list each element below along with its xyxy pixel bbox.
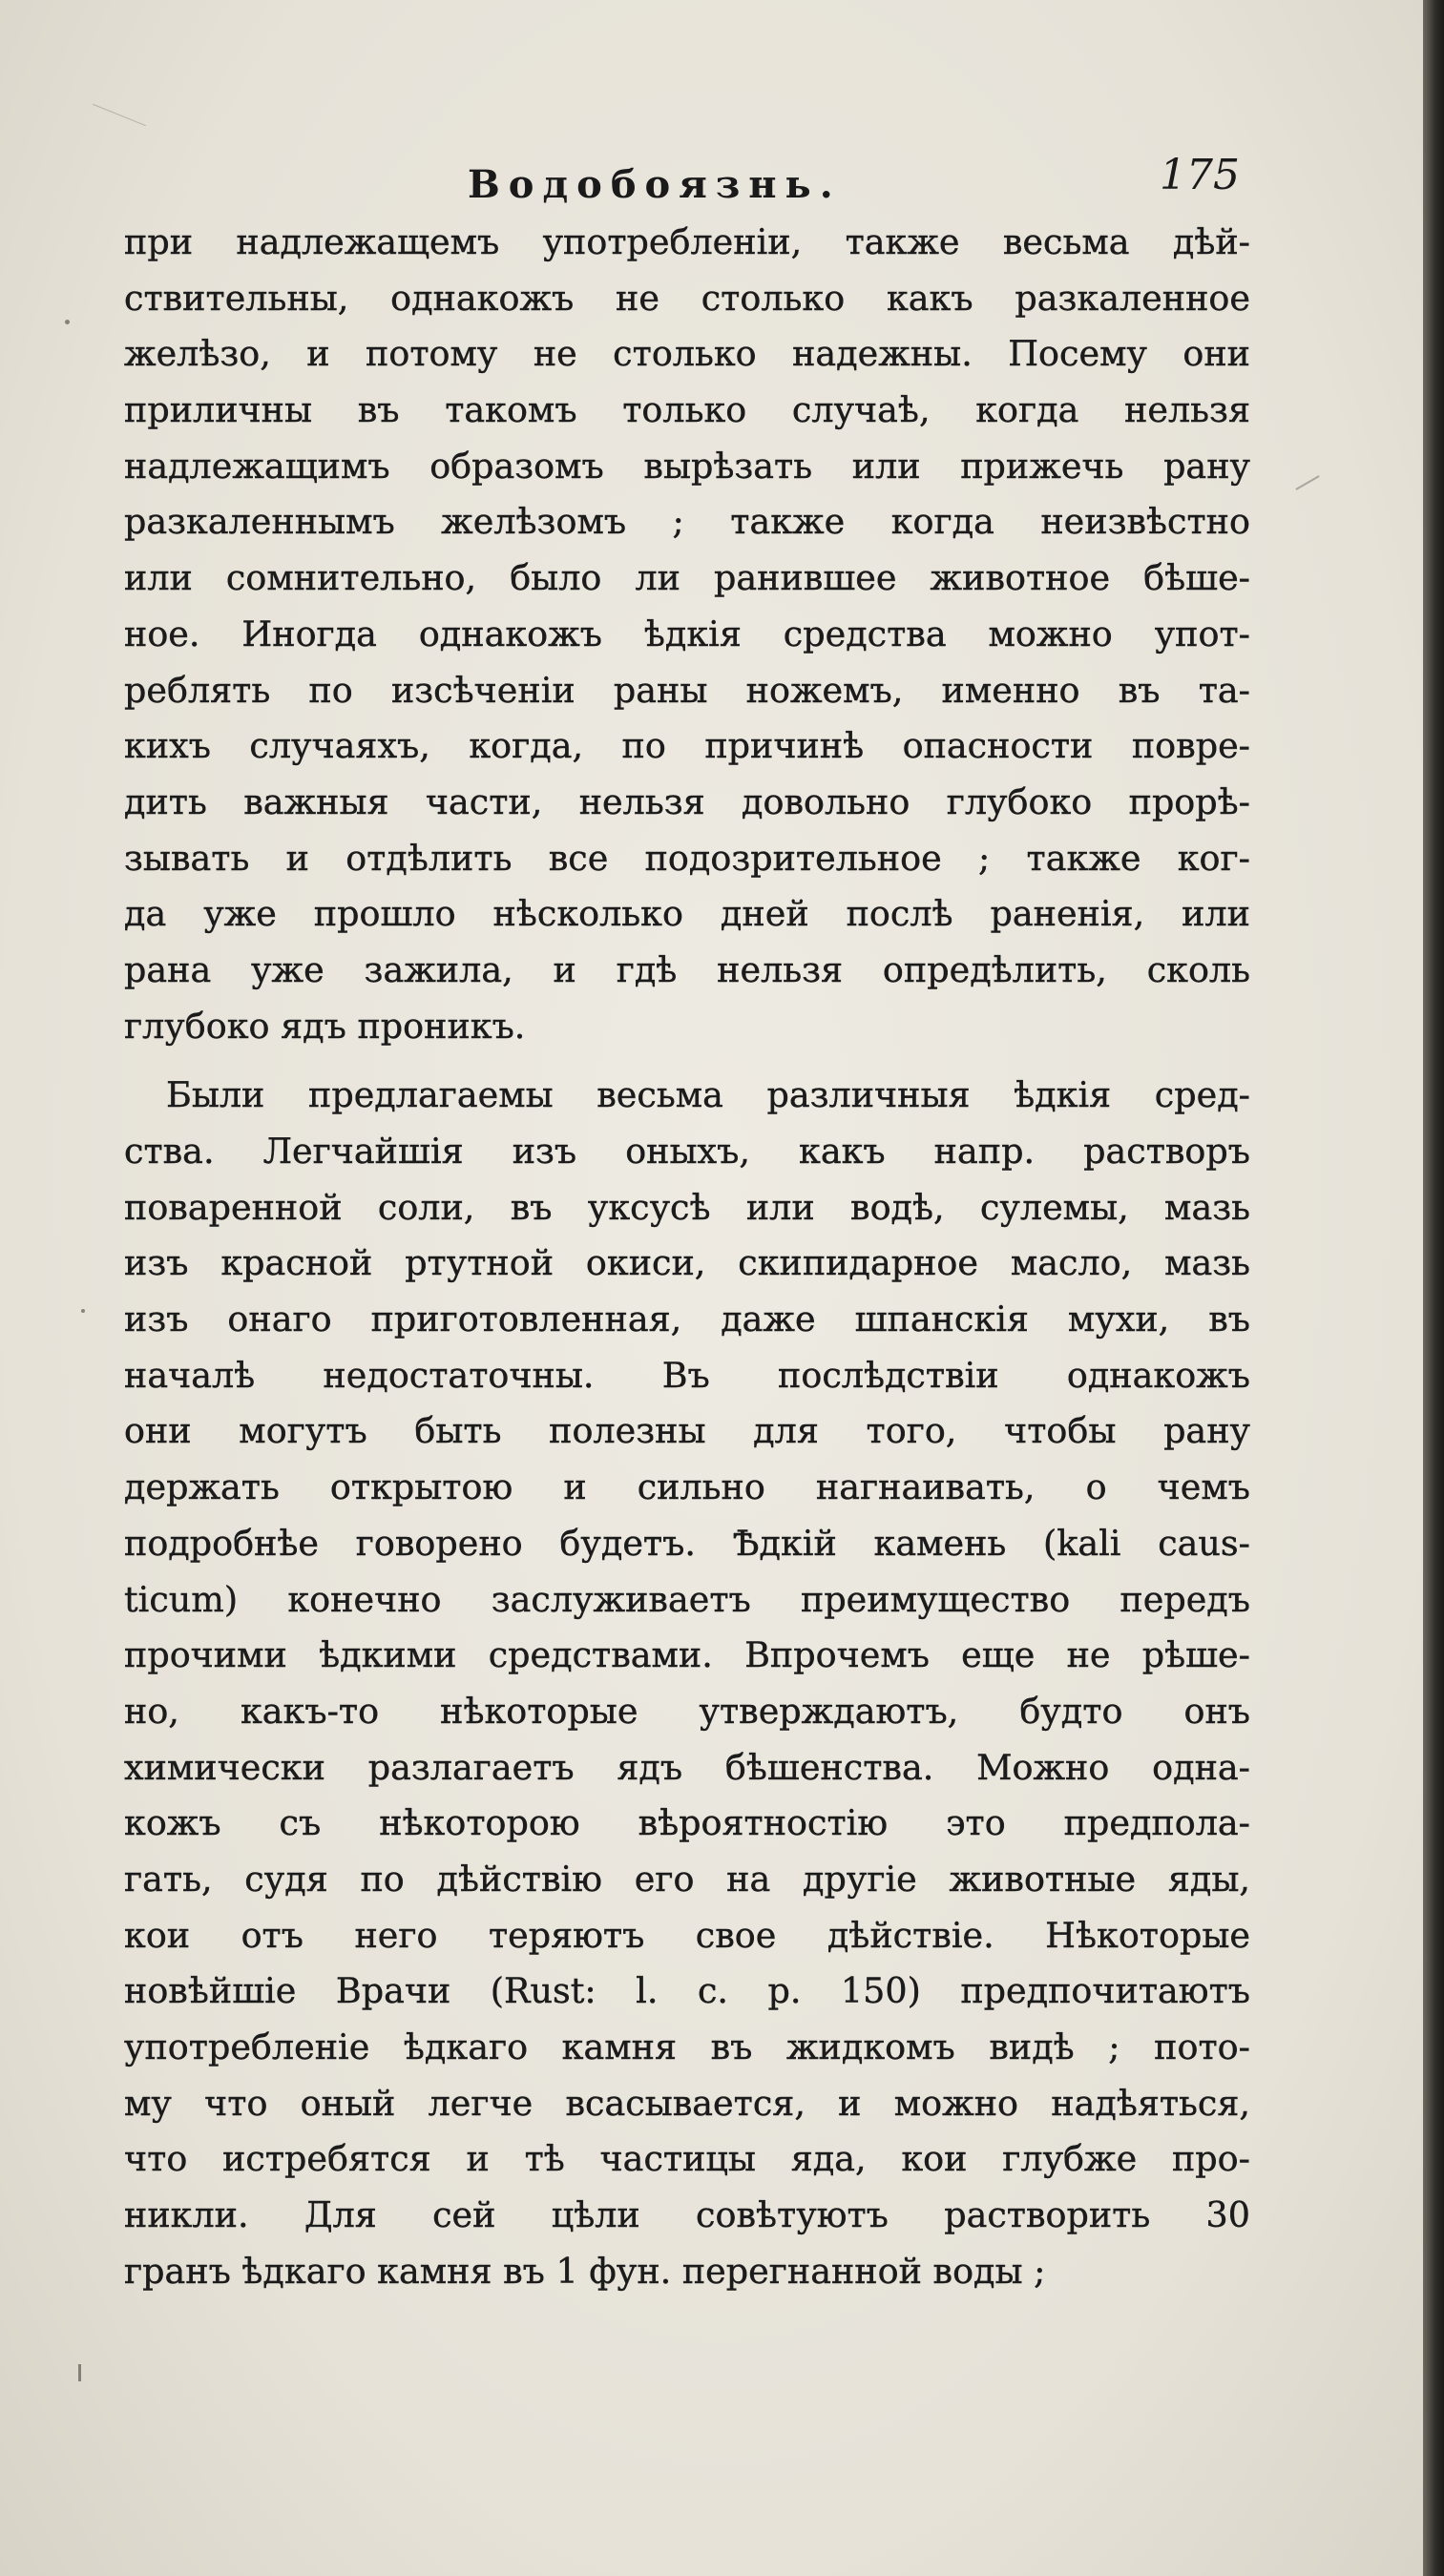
running-head-title: Водобоязнь. — [468, 162, 842, 207]
text-line: дить важныя части, нельзя довольно глубоко прорѣ- — [124, 780, 1250, 822]
text-line: гать, судя по дѣйствію его на другіе животные яды, — [124, 1858, 1250, 1900]
text-line: разкаленнымъ желѣзомъ ; также когда неизвѣстно — [124, 501, 1250, 543]
text-line: они могутъ быть полезны для того, чтобы рану — [124, 1410, 1250, 1452]
text-line: поваренной соли, въ уксусѣ или водѣ, сулемы, мазь — [124, 1186, 1250, 1228]
text-line: новѣйшіе Врачи (Rust: l. c. p. 150) предпочитаютъ — [124, 1970, 1250, 2012]
text-line: ства. Легчайшія изъ оныхъ, какъ напр. растворъ — [124, 1131, 1250, 1172]
text-line: приличны въ такомъ только случаѣ, когда нельзя — [124, 389, 1250, 431]
text-line: изъ красной ртутной окиси, скипидарное масло, мазь — [124, 1242, 1250, 1284]
text-line: кои отъ него теряютъ свое дѣйствіе. Нѣкоторые — [124, 1914, 1250, 1956]
text-line: при надлежащемъ употребленіи, также весьма дѣй- — [124, 221, 1250, 262]
ink-speck — [65, 320, 70, 324]
pencil-mark — [93, 104, 146, 126]
text-line: желѣзо, и потому не столько надежны. Посему они — [124, 333, 1250, 375]
text-line: да уже прошло нѣсколько дней послѣ раненія, или — [124, 893, 1250, 935]
body-text — [124, 215, 1250, 2299]
text-line: зывать и отдѣлить все подозрительное ; также ког- — [124, 837, 1250, 879]
ink-speck — [81, 1309, 85, 1313]
text-line: му что оный легче всасывается, и можно надѣяться, — [124, 2082, 1250, 2124]
pencil-mark — [1295, 475, 1319, 490]
text-line: глубоко ядъ проникъ. — [124, 1005, 526, 1047]
book-gutter-edge — [1423, 0, 1444, 2576]
text-line: химически разлагаетъ ядъ бѣшенства. Можно одна- — [124, 1746, 1250, 1788]
text-line: гранъ ѣдкаго камня въ 1 фун. перегнанной воды ; — [124, 2250, 1046, 2292]
text-line: кихъ случаяхъ, когда, по причинѣ опасности повре- — [124, 725, 1250, 767]
text-line: употребленіе ѣдкаго камня въ жидкомъ видѣ ; пото- — [124, 2026, 1250, 2067]
text-line: кожъ съ нѣкоторою вѣроятностію это предпола- — [124, 1802, 1250, 1844]
text-line: что истребятся и тѣ частицы яда, кои глубже про- — [124, 2138, 1250, 2180]
text-line: никли. Для сей цѣли совѣтуютъ растворить 30 — [124, 2194, 1250, 2236]
text-line: или сомнительно, было ли ранившее животное бѣше- — [124, 557, 1250, 599]
text-line: Были предлагаемы весьма различныя ѣдкія сред- — [166, 1074, 1250, 1116]
page-number: 175 — [1160, 151, 1240, 199]
text-line: реблять по изсѣченіи раны ножемъ, именно въ та- — [124, 669, 1250, 711]
text-line: но, какъ-то нѣкоторые утверждаютъ, будто онъ — [124, 1690, 1250, 1732]
text-line: надлежащимъ образомъ вырѣзать или прижечь рану — [124, 445, 1250, 487]
text-line: рана уже зажила, и гдѣ нельзя опредѣлить, сколь — [124, 948, 1250, 990]
ink-speck — [78, 2364, 81, 2381]
text-line: ствительны, однакожъ не столько какъ разкаленное — [124, 277, 1250, 319]
text-line: держать открытою и сильно нагнаивать, о чемъ — [124, 1466, 1250, 1508]
text-line: началѣ недостаточны. Въ послѣдствіи однакожъ — [124, 1354, 1250, 1396]
text-line: подробнѣе говорено будетъ. Ѣдкій камень (kali caus- — [124, 1522, 1250, 1564]
text-line: ticum) конечно заслуживаетъ преимущество передъ — [124, 1578, 1250, 1620]
running-head — [115, 141, 1260, 218]
text-line: изъ онаго приготовленная, даже шпанскія мухи, въ — [124, 1298, 1250, 1340]
text-line: прочими ѣдкими средствами. Впрочемъ еще не рѣше- — [124, 1634, 1250, 1676]
text-line: ное. Иногда однакожъ ѣдкія средства можно упот- — [124, 613, 1250, 654]
